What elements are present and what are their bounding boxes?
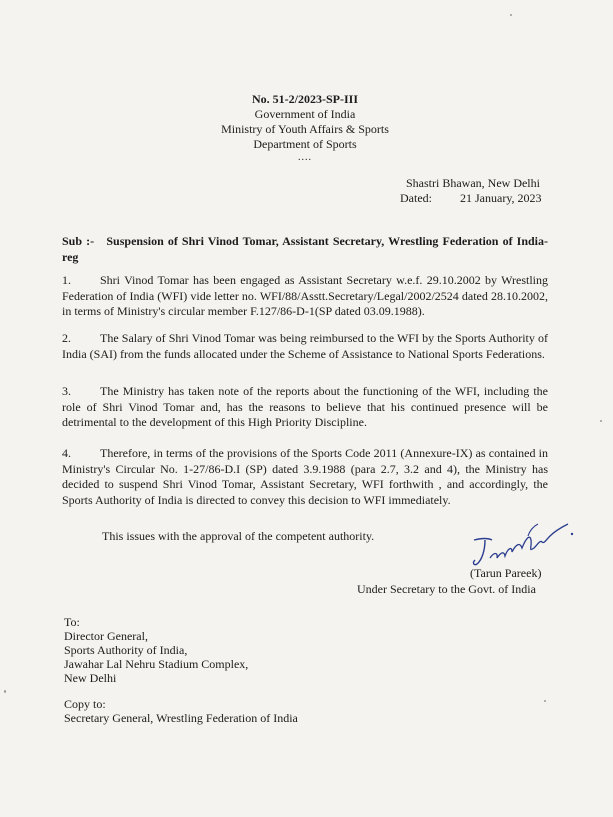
paragraph-3 bbox=[62, 384, 548, 431]
subject-line bbox=[62, 233, 548, 265]
paragraph-number: 4. bbox=[62, 446, 71, 460]
scan-speck bbox=[544, 700, 546, 702]
dated-label: Dated: bbox=[400, 191, 432, 205]
signatory-name: (Tarun Pareek) bbox=[470, 566, 542, 580]
copy-to-line: Secretary General, Wrestling Federation of India bbox=[64, 711, 298, 725]
approval-line: This issues with the approval of the competent authority. bbox=[102, 529, 375, 543]
paragraph-text: Shri Vinod Tomar has been engaged as Assistant Secretary w.e.f. 29.10.2002 by Wrestling Federation of India (WFI) vide letter no. WFI/88/Asstt.Secretary/Legal/2002/2524 dated 28.10.2002, in terms of Ministry's circular member F.127/86-D-1(SP dated 03.09.1988). bbox=[62, 273, 548, 319]
scan-speck bbox=[510, 14, 512, 16]
paragraph-text: Therefore, in terms of the provisions of the Sports Code 2011 (Annexure-IX) as contained in Ministry's Circular No. 1-27/86-D.I (SP) dated 3.9.1988 (para 2.7, 3.2 and 4), the Ministry has decided to suspend Shri Vinod Tomar, Assistant Secretary, WFI forthwith , and accordingly, the Sports Authority of India is directed to convey this decision to WFI immediately. bbox=[62, 446, 548, 507]
signatory-designation: Under Secretary to the Govt. of India bbox=[357, 582, 536, 596]
to-line: Director General, bbox=[64, 629, 148, 643]
header-dots: .... bbox=[298, 152, 312, 163]
date-value: 21 January, 2023 bbox=[460, 191, 542, 205]
department-line: Department of Sports bbox=[253, 137, 357, 151]
date-line bbox=[400, 191, 542, 206]
to-line: Jawahar Lal Nehru Stadium Complex, bbox=[64, 657, 249, 671]
paragraph-text: The Salary of Shri Vinod Tomar was being reimbursed to the WFI by the Sports Authority of India (SAI) from the funds allocated under the Scheme of Assistance to National Sports Federations. bbox=[62, 331, 548, 361]
paragraph-1 bbox=[62, 273, 548, 320]
government-line: Government of India bbox=[254, 107, 356, 121]
scan-speck bbox=[600, 420, 602, 422]
place-line: Shastri Bhawan, New Delhi bbox=[406, 176, 540, 190]
file-number: No. 51-2/2023-SP-III bbox=[251, 92, 358, 106]
paragraph-number: 3. bbox=[62, 384, 71, 398]
to-line: Sports Authority of India, bbox=[64, 643, 188, 657]
ministry-line: Ministry of Youth Affairs & Sports bbox=[221, 122, 389, 136]
subject-label: Sub :- bbox=[62, 234, 95, 248]
paragraph-4 bbox=[62, 446, 548, 508]
copy-to-label: Copy to: bbox=[64, 697, 106, 711]
scan-speck bbox=[4, 690, 6, 693]
paragraph-text: The Ministry has taken note of the reports about the functioning of the WFI, including the role of Shri Vinod Tomar and, has the reasons to believe that his continued presence will be detrimental to the development of this High Priority Discipline. bbox=[62, 384, 548, 430]
to-label: To: bbox=[64, 615, 80, 629]
paragraph-2 bbox=[62, 331, 548, 362]
paragraph-number: 1. bbox=[62, 273, 71, 287]
subject-text: Suspension of Shri Vinod Tomar, Assistant Secretary, Wrestling Federation of India-reg bbox=[62, 234, 548, 264]
paragraph-number: 2. bbox=[62, 331, 71, 345]
to-line: New Delhi bbox=[64, 671, 117, 685]
